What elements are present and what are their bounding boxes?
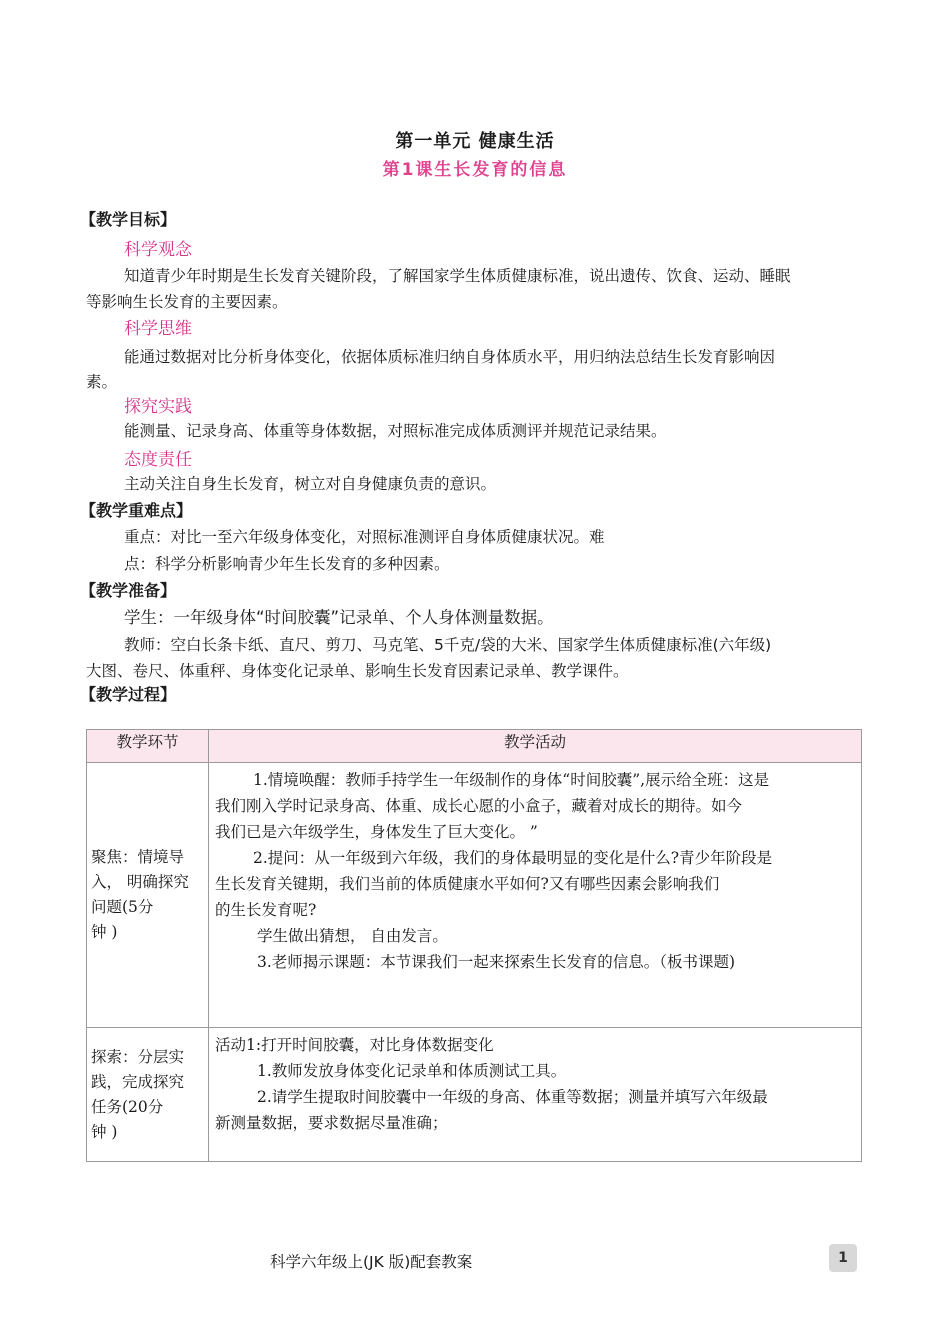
- activity-line: 的生长发育呢?: [215, 901, 317, 919]
- activity-line: 2.请学生提取时间胶囊中一年级的身高、体重等数据；测量并填写六年级最: [257, 1088, 768, 1106]
- activity-line: 1.情境唤醒：教师手持学生一年级制作的身体“时间胶囊”,展示给全班：这是: [253, 771, 770, 789]
- phase-cell: [87, 763, 209, 1028]
- preparation-heading: 【教学准备】: [80, 581, 177, 600]
- objective-text: 知道青少年时期是生长发育关键阶段，了解国家学生体质健康标准，说出遗传、饮食、运动、睡眠: [124, 267, 791, 285]
- key-points-text: 重点：对比一至六年级身体变化，对照标准测评自身体质健康状况。难: [124, 528, 605, 546]
- objective-text: 能测量、记录身高、体重等身体数据，对照标准完成体质测评并规范记录结果。: [124, 422, 667, 440]
- table-header-row: [87, 730, 862, 763]
- phase-cell: [87, 1028, 209, 1162]
- page-footer: 科学六年级上(JK 版)配套教案: [270, 1253, 473, 1271]
- activity-line: 2.提问：从一年级到六年级，我们的身体最明显的变化是什么?青少年阶段是: [253, 849, 773, 867]
- activity-line: 1.教师发放身体变化记录单和体质测试工具。: [257, 1062, 567, 1080]
- phase-line: 践，完成探究: [91, 1072, 185, 1091]
- preparation-teacher: 大图、卷尺、体重秤、身体变化记录单、影响生长发育因素记录单、教学课件。: [86, 662, 629, 680]
- key-points-heading: 【教学重难点】: [80, 501, 193, 520]
- activity-line: 活动1:打开时间胶囊，对比身体数据变化: [215, 1036, 494, 1054]
- phase-line: 问题(5分: [91, 898, 154, 916]
- key-points-text: 点：科学分析影响青少年生长发育的多种因素。: [124, 555, 450, 573]
- phase-line: 钟 ): [91, 923, 118, 941]
- table-row: [87, 763, 862, 1028]
- objective-subtitle: 科学观念: [124, 240, 192, 260]
- objective-subtitle: 科学思维: [124, 319, 192, 339]
- preparation-teacher: 教师：空白长条卡纸、直尺、剪刀、马克笔、5千克/袋的大米、国家学生体质健康标准(六年级): [124, 636, 772, 654]
- objectives-heading: 【教学目标】: [80, 210, 177, 229]
- objective-text: 能通过数据对比分析身体变化，依据体质标准归纳自身体质水平，用归纳法总结生长发育影响因: [124, 348, 776, 366]
- process-heading: 【教学过程】: [80, 685, 177, 704]
- activity-line: 我们刚入学时记录身高、体重、成长心愿的小盒子，藏着对成长的期待。如今: [215, 797, 743, 815]
- objective-text: 素。: [86, 373, 118, 391]
- activity-line: 生长发育关键期，我们当前的体质健康水平如何?又有哪些因素会影响我们: [215, 875, 720, 893]
- preparation-student: 学生：一年级身体“时间胶囊”记录单、个人身体测量数据。: [124, 608, 554, 627]
- activity-line: 我们已是六年级学生，身体发生了巨大变化。 ”: [215, 823, 538, 841]
- phase-line: 聚焦：情境导: [91, 848, 185, 866]
- activity-cell: [209, 1028, 862, 1162]
- phase-line: 探索：分层实: [91, 1047, 185, 1066]
- objective-subtitle: 探究实践: [124, 397, 192, 417]
- column-header: 教学环节: [87, 730, 209, 763]
- column-header: 教学活动: [209, 730, 862, 763]
- activity-cell: [209, 763, 862, 1028]
- phase-line: 任务(20分: [91, 1097, 164, 1116]
- phase-line: 钟 ): [91, 1122, 118, 1141]
- objective-text: 等影响生长发育的主要因素。: [86, 293, 288, 311]
- unit-title: 第一单元 健康生活: [395, 131, 555, 152]
- activity-line: 学生做出猜想， 自由发言。: [257, 927, 448, 945]
- activity-line: 新测量数据，要求数据尽量准确；: [215, 1114, 448, 1132]
- lesson-process-table: [86, 729, 862, 1162]
- table-row: [87, 1028, 862, 1162]
- phase-line: 入， 明确探究: [91, 873, 189, 891]
- objective-subtitle: 态度责任: [124, 450, 192, 470]
- page-number: 1: [829, 1244, 857, 1272]
- activity-line: 3.老师揭示课题：本节课我们一起来探索生长发育的信息。（板书课题): [257, 953, 736, 971]
- lesson-title: 第1课生长发育的信息: [382, 160, 568, 180]
- objective-text: 主动关注自身生长发育，树立对自身健康负责的意识。: [124, 475, 497, 493]
